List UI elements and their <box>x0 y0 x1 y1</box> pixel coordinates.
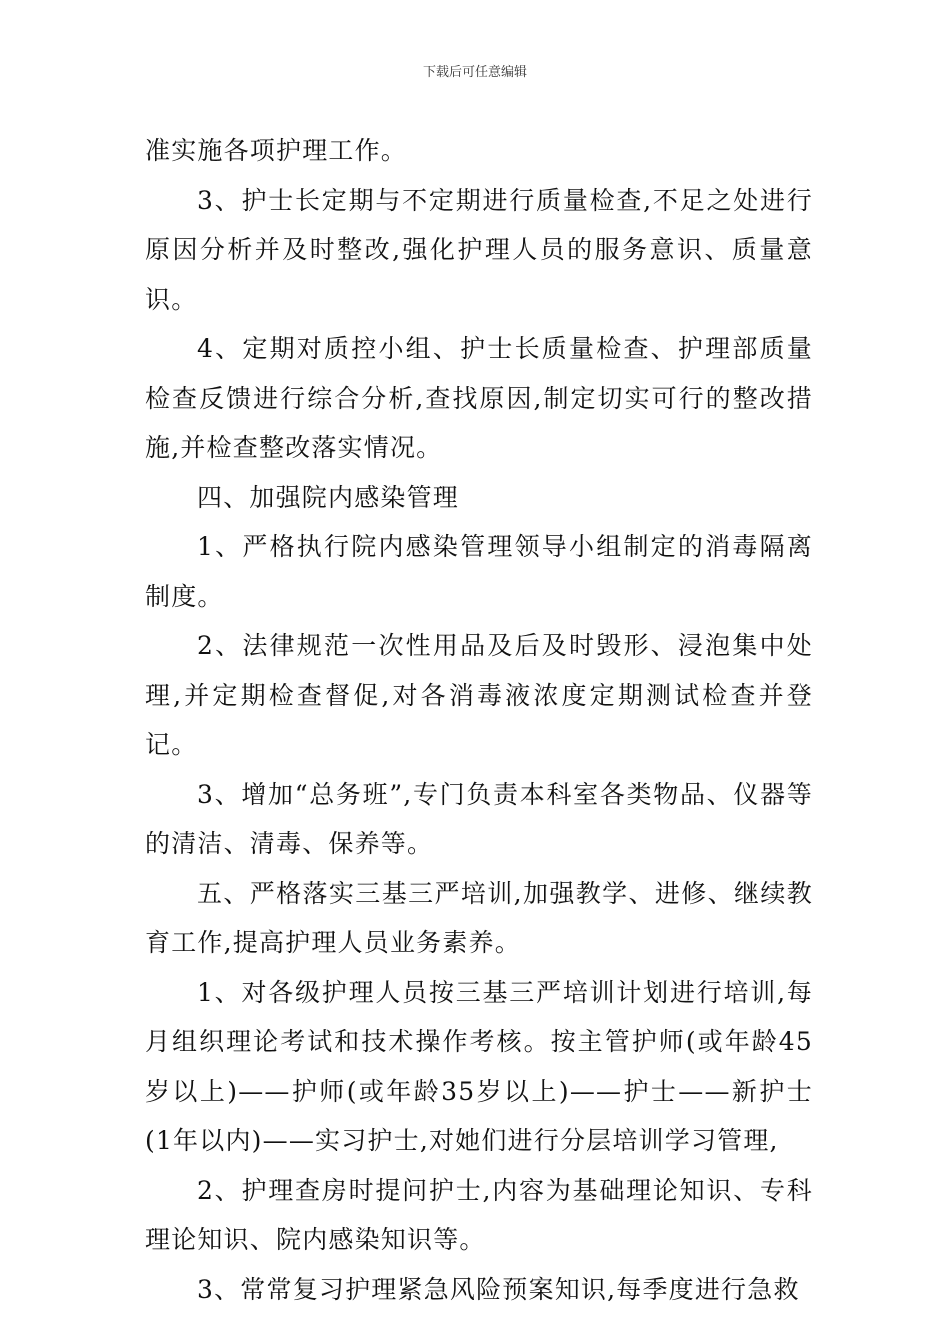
document-body <box>145 126 813 1314</box>
paragraph: 1、对各级护理人员按三基三严培训计划进行培训,每月组织理论考试和技术操作考核。按主管护师(或年龄45岁以上)——护师(或年龄35岁以上)——护士——新护士(1年以内)——实习护士,对她们进行分层培训学习管理, <box>145 977 813 1155</box>
paragraph: 3、护士长定期与不定期进行质量检查,不足之处进行原因分析并及时整改,强化护理人员的服务意识、质量意识。 <box>145 185 813 314</box>
paragraph: 2、法律规范一次性用品及后及时毁形、浸泡集中处理,并定期检查督促,对各消毒液浓度定期测试检查并登记。 <box>145 631 813 759</box>
paragraph: 3、常常复习护理紧急风险预案知识,每季度进行急救 <box>197 1274 800 1304</box>
paragraph: 4、定期对质控小组、护士长质量检查、护理部质量检查反馈进行综合分析,查找原因,制定切实可行的整改措施,并检查整改落实情况。 <box>145 334 813 462</box>
section-heading: 五、严格落实三基三严培训,加强教学、进修、继续教育工作,提高护理人员业务素养。 <box>145 878 813 957</box>
section-heading: 四、加强院内感染管理 <box>197 482 460 512</box>
page-header: 下载后可任意编辑 <box>422 65 527 80</box>
paragraph: 1、严格执行院内感染管理领导小组制定的消毒隔离制度。 <box>145 532 813 611</box>
paragraph: 2、护理查房时提问护士,内容为基础理论知识、专科理论知识、院内感染知识等。 <box>145 1175 813 1254</box>
paragraph: 3、增加“总务班”,专门负责本科室各类物品、仪器等的清洁、清毒、保养等。 <box>145 779 813 858</box>
paragraph: 准实施各项护理工作。 <box>145 136 408 165</box>
